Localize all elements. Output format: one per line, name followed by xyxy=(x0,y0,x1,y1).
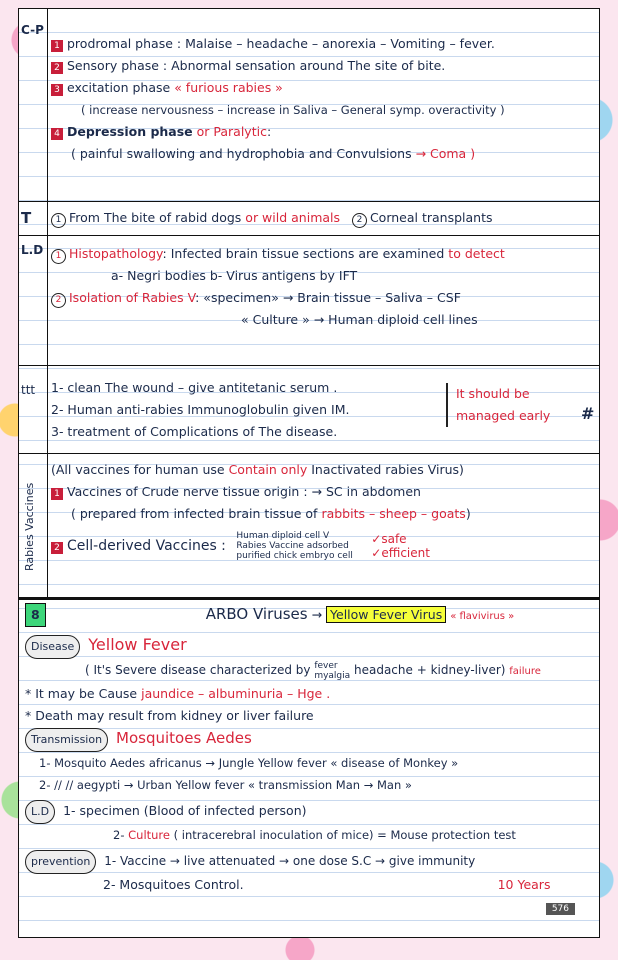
ttt-note: It should be managed early xyxy=(446,383,550,427)
divider xyxy=(19,453,599,454)
divider xyxy=(19,235,599,236)
rabies-vaccines-block: (All vaccines for human use Contain only Inactivated rabies Virus) 1 Vaccines of Crude nerve tissue origin : → SC in abdomen ( prepared from infected brain tissue of rabbits – sheep – goats) 2 Cell-derived Vaccines : Human diploid cell V Rabies Vaccine adsorbed purified chick embryo cell ✓safe ✓efficient xyxy=(51,462,471,561)
prevention-pill: prevention xyxy=(25,850,96,874)
ttt-label: ttt xyxy=(21,383,36,397)
t-label: T xyxy=(21,209,32,227)
t-block: 1 From The bite of rabid dogs or wild animals 2 Corneal transplants xyxy=(51,207,593,229)
rabies-vaccines-label: Rabies Vaccines xyxy=(23,482,36,571)
section-number-badge: 8 xyxy=(25,603,46,627)
cp-label: C-P xyxy=(21,23,44,37)
transmission-pill: Transmission xyxy=(25,728,108,752)
cp-line-3: 3 excitation phase « furious rabies » xyxy=(51,77,593,99)
cp-block xyxy=(51,33,593,165)
hash-mark: # xyxy=(581,404,595,423)
cp-line-4: ( increase nervousness – increase in Saliva – General symp. overactivity ) xyxy=(81,103,505,117)
ld-pill: L.D xyxy=(25,800,55,824)
ld-label: L.D xyxy=(21,243,44,257)
margin-line xyxy=(47,9,48,599)
cp-line-1: 1 prodromal phase : Malaise – headache – anorexia – Vomiting – fever. xyxy=(51,33,593,55)
cp-line-2: 2 Sensory phase : Abnormal sensation around The site of bite. xyxy=(51,55,593,77)
cp-line-5: 4 Depression phase or Paralytic: xyxy=(51,121,593,143)
ttt-block: 1- clean The wound – give antitetanic serum . 2- Human anti-rabies Immunoglobulin given IM. 3- treatment of Complications of The disease. It should be managed early # xyxy=(51,380,595,439)
notebook-page xyxy=(18,8,600,938)
cp-line-6: ( painful swallowing and hydrophobia and Convulsions → Coma ) xyxy=(71,146,476,161)
disease-pill: Disease xyxy=(25,635,80,659)
divider xyxy=(19,201,599,202)
page-number: 576 xyxy=(546,903,575,915)
divider xyxy=(19,365,599,366)
ld-block: 1 Histopathology: Infected brain tissue sections are examined to detect a- Negri bodies b- Virus antigens by IFT 2 Isolation of Rabies V: «specimen» → Brain tissue – Saliva – CSF « Culture » → Human diploid cell lines xyxy=(51,243,593,331)
arbo-section: 8 ARBO Viruses → Yellow Fever Virus « flavivirus » Disease Yellow Fever ( It's Severe disease characterized by fever myalgia headache + kidney-liver) failure * It may be Cause jaundice – albuminuria – Hge . * Death may result from kidney or liver failure Transmission Mosquitoes Aedes 1- Mosquito Aedes africanus → Jungle Yellow fever « disease of Monkey » 2- // // aegypti → Urban Yellow fever « transmission Man → Man » L.D 1- specimen (Blood of infected person) 2- Culture ( intracerebral inoculation of mice) = Mouse protection test prevention 1- Vaccine → live attenuated → one dose S.C → give immunity 2- Mosquitoes Control. 10 Years xyxy=(25,605,551,892)
divider xyxy=(19,597,599,600)
